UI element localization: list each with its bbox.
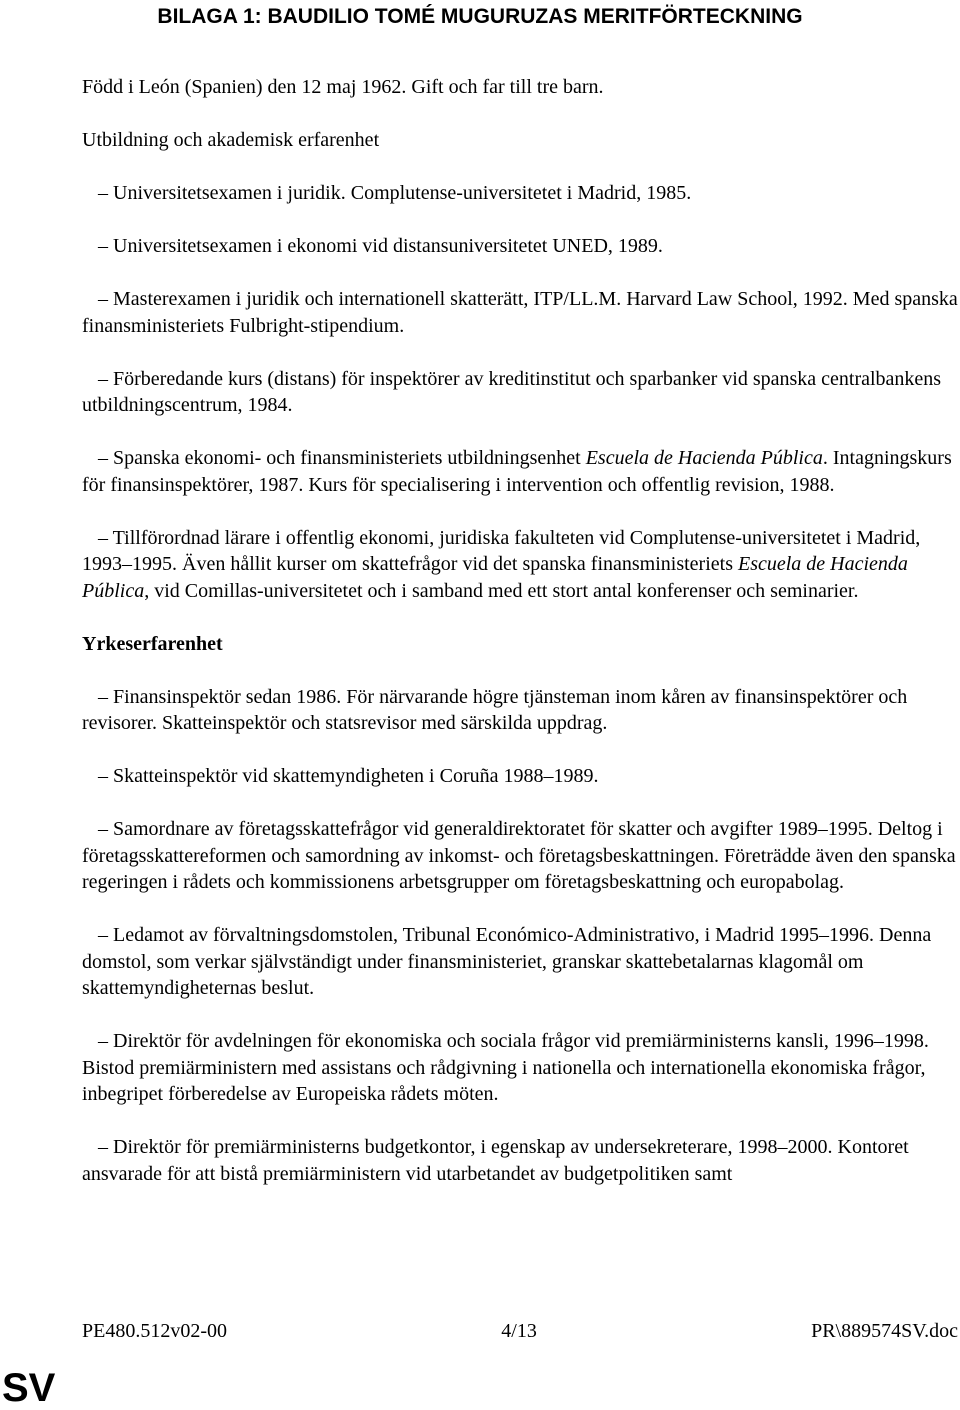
experience-item-2	[82, 763, 958, 790]
intro-paragraph: Född i León (Spanien) den 12 maj 1962. Gift och far till tre barn.	[82, 76, 604, 98]
experience-item-3	[82, 816, 958, 896]
education-item-3	[82, 286, 958, 339]
document-title: BILAGA 1: BAUDILIO TOMÉ MUGURUZAS MERITFÖRTECKNING	[157, 5, 803, 28]
education-item-5-school: Escuela de Hacienda Pública	[585, 447, 823, 469]
education-item-5-post: . Intagningskurs för finansinspektörer, 1987. Kurs för specialisering i intervention och offentlig revision, 1988.	[82, 447, 952, 496]
education-item-5	[82, 445, 958, 498]
education-item-6-post: , vid Comillas-universitetet och i samband med ett stort antal konferenser och seminarier.	[144, 579, 859, 602]
footer-page-number: 4/13	[501, 1320, 537, 1342]
document-body	[82, 74, 958, 1187]
experience-item-5	[82, 1028, 958, 1108]
experience-item-4-text: – Ledamot av förvaltningsdomstolen, Tribunal Económico-Administrativo, i Madrid 1995–1996. Denna domstol, som verkar självständigt under finansministeriet, granskar skattebetalarnas klagomål om skattemyndigheternas beslut.	[82, 924, 932, 999]
education-item-3-text: – Masterexamen i juridik och internationell skatterätt, ITP/LL.M. Harvard Law School, 1992. Med spanska finansministeriets Fulbright-stipendium.	[82, 288, 958, 337]
education-item-4	[82, 366, 958, 419]
experience-item-4	[82, 922, 958, 1002]
education-item-2: – Universitetsexamen i ekonomi vid distansuniversitetet UNED, 1989.	[98, 235, 663, 257]
experience-item-6-text: – Direktör för premiärministerns budgetkontor, i egenskap av undersekreterare, 1998–2000. Kontoret ansvarade för att bistå premiärministern vid utarbetandet av budgetpolitiken samt	[82, 1136, 909, 1185]
experience-item-1	[82, 684, 958, 737]
education-item-4-text: – Förberedande kurs (distans) för inspektörer av kreditinstitut och sparbanker vid spanska centralbankens utbildningscentrum, 1984.	[82, 367, 942, 416]
education-item-6-school: Escuela de Hacienda Pública	[82, 553, 908, 602]
experience-item-2-text: – Skatteinspektör vid skattemyndigheten i Coruña 1988–1989.	[98, 765, 599, 787]
education-item-6	[82, 525, 958, 605]
footer-file-ref: PR\889574SV.doc	[811, 1320, 958, 1342]
education-item-1: – Universitetsexamen i juridik. Complutense-universitetet i Madrid, 1985.	[98, 182, 692, 204]
experience-item-6	[82, 1134, 958, 1187]
experience-heading: Yrkeserfarenhet	[82, 632, 223, 655]
footer-doc-id: PE480.512v02-00	[82, 1320, 227, 1342]
education-item-5-pre: – Spanska ekonomi- och finansministeriets utbildningsenhet	[98, 447, 586, 469]
education-item-6-pre: – Tillförordnad lärare i offentlig ekonomi, juridiska fakulteten vid Complutense-universitetet i Madrid, 1993–1995. Även hållit kurser om skattefrågor vid det spanska finansministeriets	[82, 526, 921, 575]
page-footer	[82, 1318, 958, 1344]
language-code: SV	[2, 1366, 56, 1410]
experience-item-1-text: – Finansinspektör sedan 1986. För närvarande högre tjänsteman inom kåren av finansinspektörer och revisorer. Skatteinspektör och statsrevisor med särskilda uppdrag.	[82, 685, 908, 734]
experience-item-5-text: – Direktör för avdelningen för ekonomiska och sociala frågor vid premiärministerns kansli, 1996–1998. Bistod premiärministern med assistans och rådgivning i nationella och internationella ekonomiska frågor, inbegripet förberedelse av Europeiska rådets möten.	[82, 1030, 929, 1105]
education-heading: Utbildning och akademisk erfarenhet	[82, 129, 380, 151]
experience-item-3-text: – Samordnare av företagsskattefrågor vid generaldirektoratet för skatter och avgifter 1989–1995. Deltog i företagsskattereformen och samordning av inkomst- och företagsbeskattningen. Företrädde även den spanska regeringen i rådets och kommissionens arbetsgrupper om företagsbeskattning och europabolag.	[82, 818, 956, 893]
